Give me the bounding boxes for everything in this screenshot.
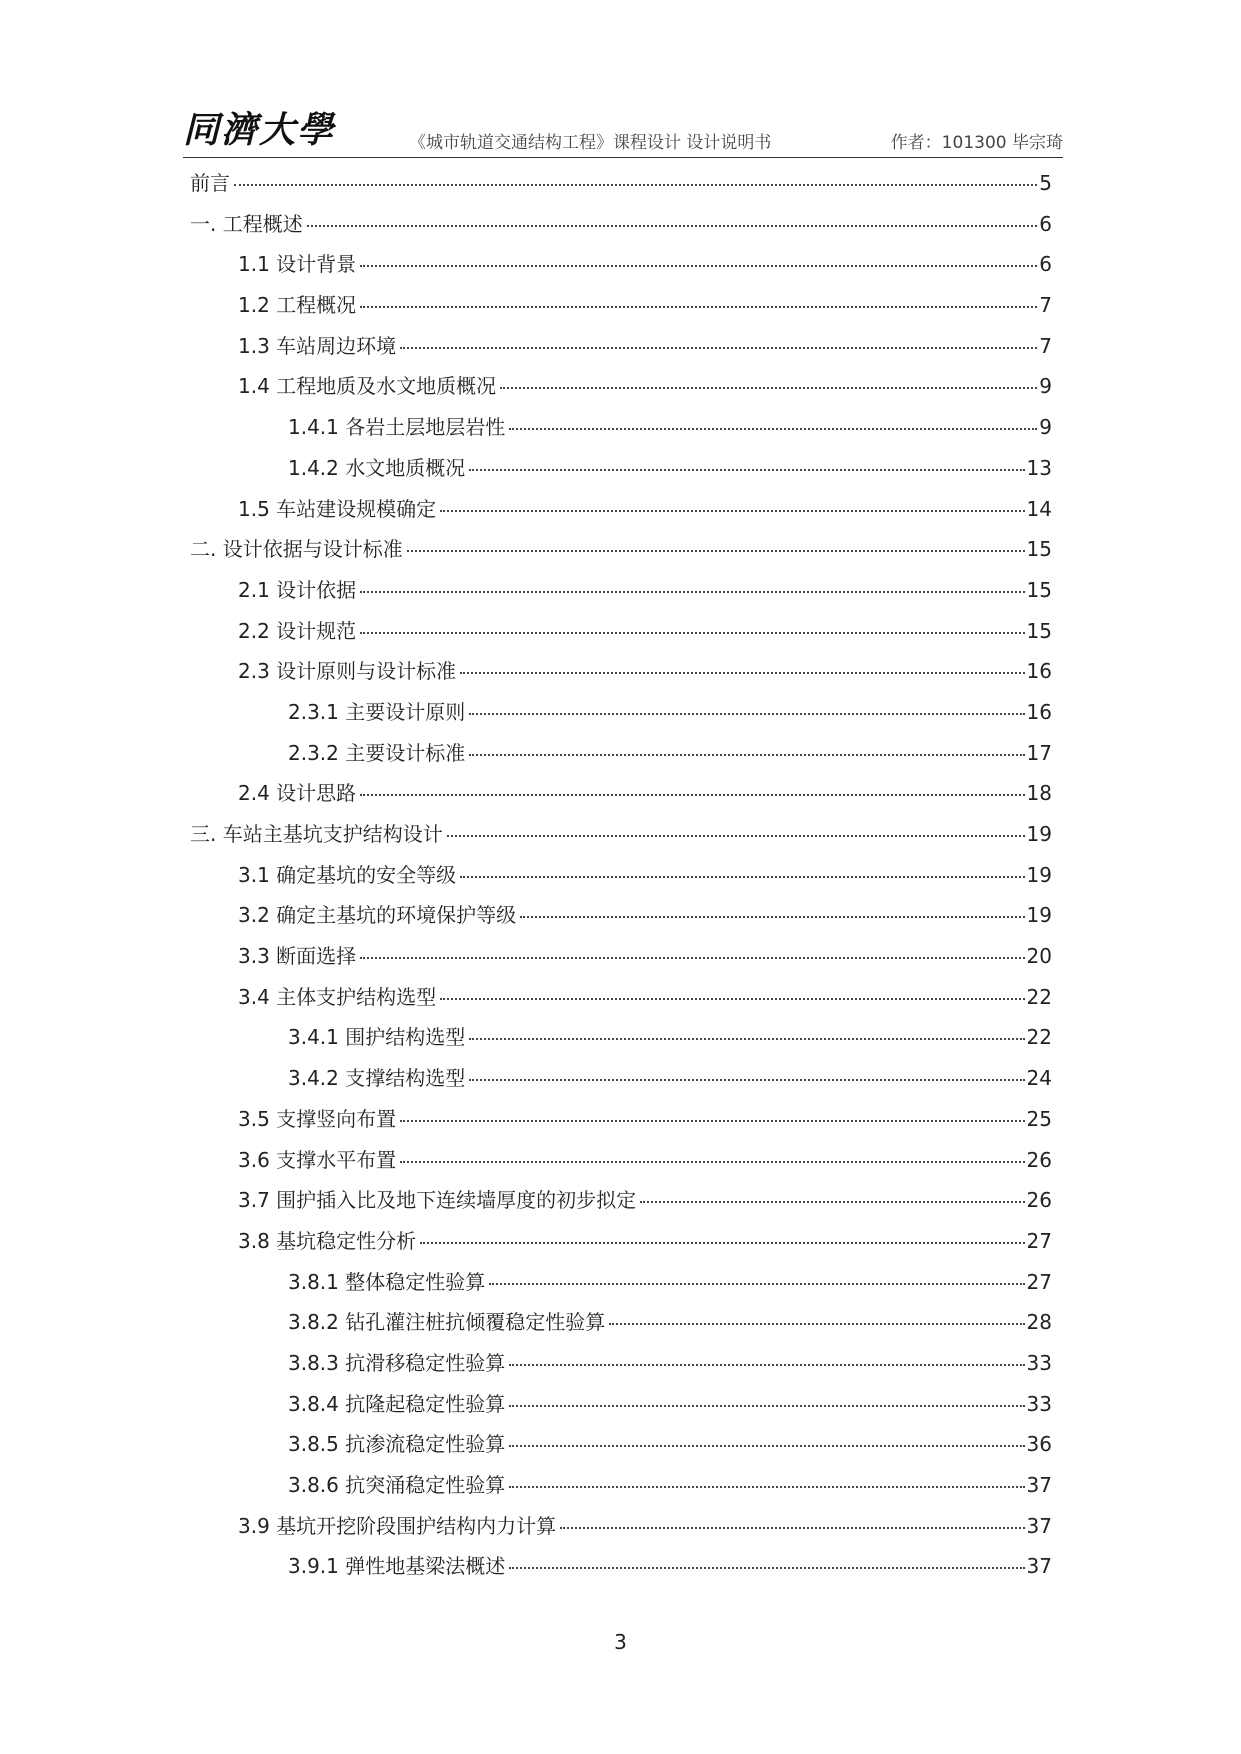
toc-entry-label: 3.2 确定主基坑的环境保护等级	[238, 903, 517, 928]
toc-entry[interactable]	[190, 285, 1052, 326]
toc-entry-label: 2.3.2 主要设计标准	[288, 740, 466, 765]
toc-dot-leader	[307, 225, 1038, 227]
toc-entry-page: 17	[1026, 740, 1052, 765]
toc-entry[interactable]	[190, 611, 1052, 652]
toc-entry-page: 27	[1026, 1228, 1052, 1253]
toc-entry[interactable]	[190, 570, 1052, 611]
toc-dot-leader	[360, 265, 1037, 267]
toc-dot-leader	[360, 591, 1024, 593]
page-number: 3	[614, 1630, 627, 1654]
toc-entry[interactable]	[190, 733, 1052, 774]
toc-dot-leader	[509, 428, 1037, 430]
toc-entry[interactable]	[190, 1058, 1052, 1099]
toc-entry-label: 2.3.1 主要设计原则	[288, 699, 466, 724]
toc-entry-label: 3.8 基坑稳定性分析	[238, 1228, 417, 1253]
toc-entry[interactable]	[190, 529, 1052, 570]
toc-entry[interactable]	[190, 1099, 1052, 1140]
toc-entry-label: 3.8.5 抗渗流稳定性验算	[288, 1432, 506, 1457]
university-logo: 同濟大學	[183, 109, 336, 151]
toc-dot-leader	[489, 1283, 1024, 1285]
toc-entry-page: 15	[1026, 577, 1052, 602]
toc-entry[interactable]	[190, 814, 1052, 855]
toc-dot-leader	[469, 1079, 1024, 1081]
toc-dot-leader	[469, 754, 1024, 756]
toc-entry[interactable]	[190, 407, 1052, 448]
toc-entry-page: 26	[1026, 1147, 1052, 1172]
toc-entry-label: 1.3 车站周边环境	[238, 333, 397, 358]
toc-entry-page: 6	[1039, 211, 1052, 236]
toc-dot-leader	[469, 713, 1024, 715]
toc-dot-leader	[360, 794, 1024, 796]
toc-entry-page: 19	[1026, 862, 1052, 887]
toc-entry-page: 20	[1026, 944, 1052, 969]
toc-entry-page: 33	[1026, 1391, 1052, 1416]
toc-dot-leader	[360, 957, 1024, 959]
toc-entry-label: 三. 车站主基坑支护结构设计	[190, 822, 443, 846]
toc-entry-page: 19	[1026, 903, 1052, 928]
toc-dot-leader	[400, 1161, 1024, 1163]
toc-dot-leader	[360, 632, 1024, 634]
toc-entry[interactable]	[190, 977, 1052, 1018]
toc-entry[interactable]	[190, 692, 1052, 733]
toc-dot-leader	[447, 835, 1025, 837]
toc-entry-label: 1.4.2 水文地质概况	[288, 455, 466, 480]
toc-dot-leader	[560, 1527, 1024, 1529]
toc-entry-label: 1.5 车站建设规模确定	[238, 496, 437, 521]
toc-dot-leader	[460, 876, 1024, 878]
toc-entry[interactable]	[190, 1221, 1052, 1262]
toc-entry-label: 3.4.2 支撑结构选型	[288, 1066, 466, 1091]
toc-entry-label: 1.2 工程概况	[238, 293, 357, 318]
toc-entry-label: 1.4 工程地质及水文地质概况	[238, 374, 497, 399]
toc-entry[interactable]	[190, 1343, 1052, 1384]
toc-entry-page: 24	[1026, 1066, 1052, 1091]
toc-entry[interactable]	[190, 489, 1052, 530]
toc-dot-leader	[440, 998, 1024, 1000]
toc-dot-leader	[500, 387, 1037, 389]
toc-entry-label: 1.4.1 各岩土层地层岩性	[288, 415, 506, 440]
toc-entry-label: 1.1 设计背景	[238, 252, 357, 277]
toc-entry-label: 二. 设计依据与设计标准	[190, 537, 403, 562]
toc-entry-page: 19	[1026, 822, 1052, 846]
toc-entry-page: 28	[1026, 1310, 1052, 1335]
toc-entry[interactable]	[190, 448, 1052, 489]
toc-entry[interactable]	[190, 326, 1052, 367]
toc-entry-page: 9	[1039, 374, 1052, 399]
toc-entry-label: 3.4 主体支护结构选型	[238, 984, 437, 1009]
toc-entry-label: 3.9.1 弹性地基梁法概述	[288, 1554, 506, 1579]
toc-entry-label: 3.4.1 围护结构选型	[288, 1025, 466, 1050]
toc-dot-leader	[234, 184, 1037, 186]
toc-entry-label: 3.3 断面选择	[238, 944, 357, 969]
toc-entry[interactable]	[190, 1546, 1052, 1587]
toc-dot-leader	[509, 1486, 1024, 1488]
toc-entry-page: 13	[1026, 455, 1052, 480]
header-divider	[183, 157, 1063, 158]
toc-entry[interactable]	[190, 855, 1052, 896]
toc-entry-page: 27	[1026, 1269, 1052, 1294]
toc-entry-label: 一. 工程概述	[190, 211, 303, 236]
toc-entry[interactable]	[190, 366, 1052, 407]
page-header	[183, 108, 1063, 158]
toc-entry[interactable]	[190, 1384, 1052, 1425]
toc-entry-page: 18	[1026, 781, 1052, 806]
toc-entry[interactable]	[190, 1262, 1052, 1303]
toc-entry-label: 3.8.4 抗隆起稳定性验算	[288, 1391, 506, 1416]
toc-dot-leader	[509, 1445, 1024, 1447]
toc-dot-leader	[520, 916, 1024, 918]
toc-entry-page: 9	[1039, 415, 1052, 440]
toc-entry-page: 25	[1026, 1106, 1052, 1131]
toc-dot-leader	[400, 1120, 1024, 1122]
toc-entry[interactable]	[190, 936, 1052, 977]
toc-dot-leader	[400, 347, 1037, 349]
header-author: 作者：101300 毕宗琦	[890, 133, 1063, 153]
toc-entry-page: 7	[1039, 293, 1052, 318]
toc-dot-leader	[469, 469, 1024, 471]
toc-entry-label: 3.8.1 整体稳定性验算	[288, 1269, 486, 1294]
toc-entry[interactable]	[190, 1017, 1052, 1058]
toc-dot-leader	[609, 1323, 1024, 1325]
toc-entry-label: 前言	[190, 171, 230, 195]
toc-dot-leader	[460, 672, 1024, 674]
toc-entry-label: 3.5 支撑竖向布置	[238, 1106, 397, 1131]
toc-entry[interactable]	[190, 895, 1052, 936]
toc-entry-label: 2.1 设计依据	[238, 577, 357, 602]
toc-entry[interactable]	[190, 1506, 1052, 1547]
toc-entry-page: 37	[1026, 1554, 1052, 1579]
table-of-contents	[190, 163, 1052, 1587]
toc-dot-leader	[407, 550, 1025, 552]
toc-entry[interactable]	[190, 204, 1052, 245]
toc-entry-label: 3.1 确定基坑的安全等级	[238, 862, 457, 887]
toc-entry[interactable]	[190, 1140, 1052, 1181]
toc-entry-page: 33	[1026, 1350, 1052, 1375]
toc-entry-label: 3.8.6 抗突涌稳定性验算	[288, 1473, 506, 1497]
toc-entry-label: 3.6 支撑水平布置	[238, 1147, 397, 1172]
toc-entry-page: 5	[1039, 171, 1052, 195]
toc-entry-label: 2.3 设计原则与设计标准	[238, 659, 457, 684]
toc-entry-page: 22	[1026, 984, 1052, 1009]
toc-entry-label: 2.2 设计规范	[238, 618, 357, 643]
toc-entry-label: 3.8.2 钻孔灌注桩抗倾覆稳定性验算	[288, 1310, 606, 1335]
toc-entry-page: 16	[1026, 659, 1052, 684]
toc-entry-page: 6	[1039, 252, 1052, 277]
toc-dot-leader	[360, 306, 1037, 308]
toc-entry-label: 3.9 基坑开挖阶段围护结构内力计算	[238, 1513, 557, 1538]
toc-dot-leader	[640, 1201, 1024, 1203]
header-title: 《城市轨道交通结构工程》课程设计 设计说明书	[409, 133, 772, 153]
toc-entry-page: 14	[1026, 496, 1052, 521]
toc-entry[interactable]	[190, 1424, 1052, 1465]
toc-entry-label: 3.8.3 抗滑移稳定性验算	[288, 1350, 506, 1375]
toc-dot-leader	[440, 510, 1024, 512]
toc-entry-label: 3.7 围护插入比及地下连续墙厚度的初步拟定	[238, 1188, 637, 1213]
toc-entry-page: 16	[1026, 699, 1052, 724]
toc-entry-page: 36	[1026, 1432, 1052, 1457]
toc-dot-leader	[469, 1038, 1024, 1040]
toc-dot-leader	[509, 1364, 1024, 1366]
toc-entry-page: 22	[1026, 1025, 1052, 1050]
toc-entry[interactable]	[190, 773, 1052, 814]
toc-entry[interactable]	[190, 163, 1052, 204]
toc-entry-page: 15	[1026, 537, 1052, 562]
toc-dot-leader	[509, 1405, 1024, 1407]
toc-entry-page: 37	[1026, 1513, 1052, 1538]
toc-dot-leader	[509, 1567, 1024, 1569]
toc-entry[interactable]	[190, 1180, 1052, 1221]
toc-entry-page: 26	[1026, 1188, 1052, 1213]
toc-entry[interactable]	[190, 651, 1052, 692]
toc-entry[interactable]	[190, 1302, 1052, 1343]
toc-entry[interactable]	[190, 244, 1052, 285]
toc-entry-page: 37	[1026, 1473, 1052, 1497]
toc-dot-leader	[420, 1242, 1024, 1244]
toc-entry-page: 7	[1039, 333, 1052, 358]
toc-entry-label: 2.4 设计思路	[238, 781, 357, 806]
toc-entry-page: 15	[1026, 618, 1052, 643]
toc-entry[interactable]	[190, 1465, 1052, 1506]
